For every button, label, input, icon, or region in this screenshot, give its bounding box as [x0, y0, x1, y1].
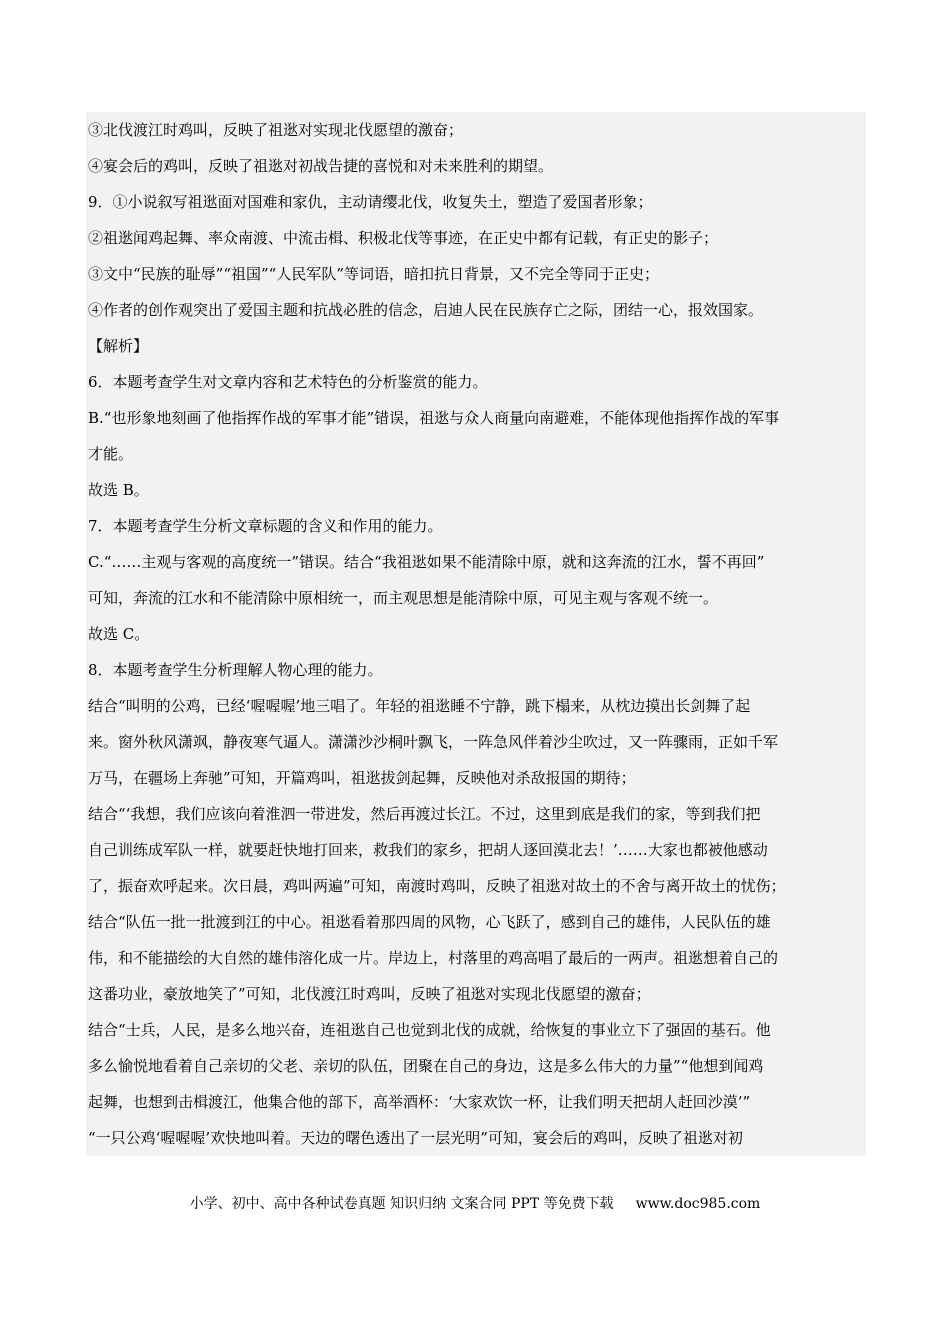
text-line: B.“也形象地刻画了他指挥作战的军事才能”错误，祖逖与众人商量向南避难，不能体现他指挥作战的军事	[88, 409, 780, 427]
text-line: C.“……主观与客观的高度统一”错误。结合“我祖逖如果不能清除中原，就和这奔流的江水，誓不再回”	[88, 553, 765, 571]
text-line: 6．本题考查学生对文章内容和艺术特色的分析鉴赏的能力。	[88, 373, 488, 391]
text-line: 结合“队伍一批一批渡到江的中心。祖逖看着那四周的风物，心飞跃了，感到自己的雄伟，人民队伍的雄	[88, 913, 771, 931]
page-footer	[0, 1193, 950, 1213]
text-line: 可知，奔流的江水和不能清除中原相统一，而主观思想是能清除中原，可见主观与客观不统一。	[88, 589, 719, 607]
text-line: ②祖逖闻鸡起舞、率众南渡、中流击楫、积极北伐等事迹，在正史中都有记载，有正史的影子；	[88, 229, 719, 247]
footer-text: 小学、初中、高中各种试卷真题 知识归纳 文案合同 PPT 等免费下载	[189, 1196, 614, 1212]
text-line: “一只公鸡‘喔喔喔’欢快地叫着。天边的曙色透出了一层光明”可知，宴会后的鸡叫，反映了祖逖对初	[88, 1129, 743, 1147]
text-line: 才能。	[88, 445, 134, 463]
text-line: 多么愉悦地看着自己亲切的父老、亲切的队伍，团聚在自己的身边，这是多么伟大的力量”“他想到闻鸡	[88, 1057, 764, 1075]
text-line: 故选 B。	[88, 481, 149, 499]
text-line: 结合“‘我想，我们应该向着淮泗一带进发，然后再渡过长江。不过，这里到底是我们的家，等到我们把	[88, 805, 761, 823]
text-line: 自己训练成军队一样，就要赶快地打回来，救我们的家乡，把胡人逐回漠北去！’……大家也都被他感动	[88, 841, 768, 859]
text-line: 起舞，也想到击楫渡江，他集合他的部下，高举酒杯：‘大家欢饮一杯，让我们明天把胡人赶回沙漠’”	[88, 1093, 751, 1111]
text-line: ③北伐渡江时鸡叫，反映了祖逖对实现北伐愿望的激奋；	[88, 121, 464, 139]
text-line: ④作者的创作观突出了爱国主题和抗战必胜的信念，启迪人民在民族存亡之际，团结一心，报效国家。	[88, 301, 764, 319]
text-line: ③文中“民族的耻辱”“祖国”“人民军队”等词语，暗扣抗日背景，又不完全等同于正史；	[88, 265, 660, 283]
answer-text-block	[86, 112, 866, 1156]
text-line: 故选 C。	[88, 625, 150, 643]
text-line: ④宴会后的鸡叫，反映了祖逖对初战告捷的喜悦和对未来胜利的期望。	[88, 157, 554, 175]
text-line: 来。窗外秋风潇飒，静夜寒气逼人。潇潇沙沙桐叶飘飞，一阵急风伴着沙尘吹过，又一阵骤雨，正如千军	[88, 733, 779, 751]
analysis-heading: 【解析】	[88, 337, 149, 355]
text-line: 7．本题考查学生分析文章标题的含义和作用的能力。	[88, 517, 443, 535]
text-line: 了，振奋欢呼起来。次日晨，鸡叫两遍”可知，南渡时鸡叫，反映了祖逖对故土的不舍与离开故土的忧伤；	[88, 877, 786, 895]
text-line: 万马，在疆场上奔驰”可知，开篇鸡叫，祖逖拔剑起舞，反映他对杀敌报国的期待；	[88, 769, 636, 787]
text-line: 9．①小说叙写祖逖面对国难和家仇，主动请缨北伐，收复失土，塑造了爱国者形象；	[88, 193, 653, 211]
text-line: 这番功业，豪放地笑了”可知，北伐渡江时鸡叫，反映了祖逖对实现北伐愿望的激奋；	[88, 985, 651, 1003]
text-line: 8．本题考查学生分析理解人物心理的能力。	[88, 661, 383, 679]
text-line: 伟，和不能描绘的大自然的雄伟溶化成一片。岸边上，村落里的鸡高唱了最后的一两声。祖逖想着自己的	[88, 949, 779, 967]
footer-url[interactable]: www.doc985.com	[635, 1196, 761, 1212]
text-line: 结合“士兵，人民，是多么地兴奋，连祖逖自己也觉到北伐的成就，给恢复的事业立下了强固的基石。他	[88, 1021, 771, 1039]
text-line: 结合“叫明的公鸡，已经‘喔喔喔’地三唱了。年轻的祖逖睡不宁静，跳下榻来，从枕边摸出长剑舞了起	[88, 697, 751, 715]
